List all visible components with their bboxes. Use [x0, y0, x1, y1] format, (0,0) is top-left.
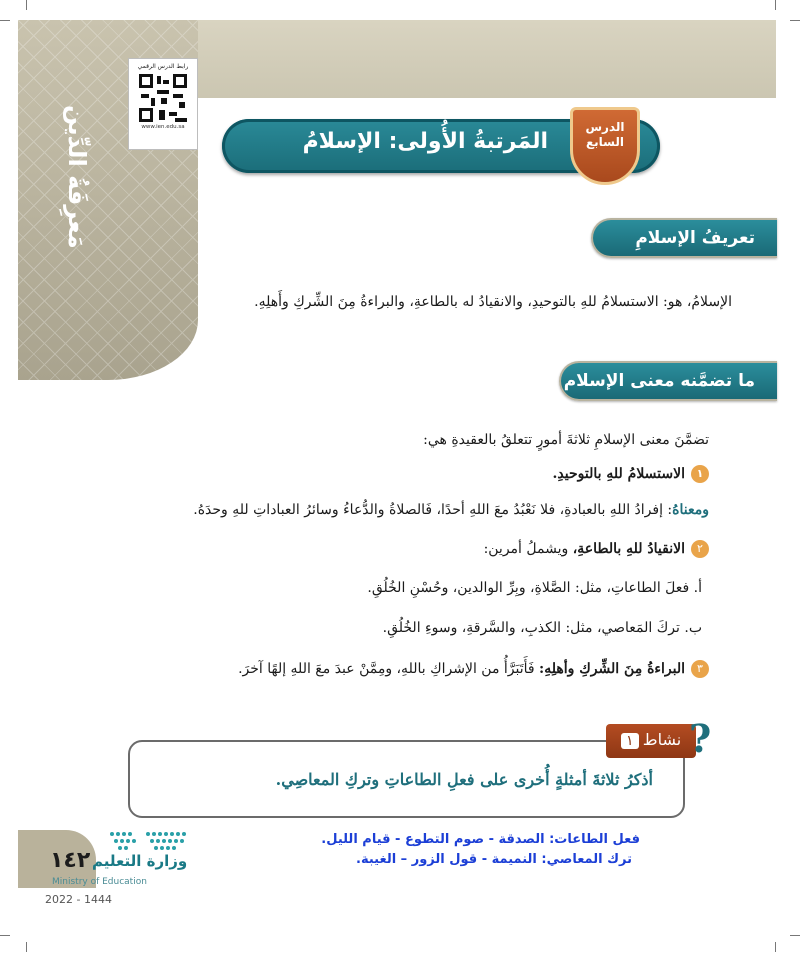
list-item-3-text: فَأَتَبَرَّأُ من الإشراكِ باللهِ، ومِمَّنْ عبدَ معَ اللهِ إلهًا آخرَ.: [238, 661, 540, 677]
unit-title: مَعرِفَةُ الدِّين: [63, 105, 91, 249]
meaning-intro: تضمَّنَ معنى الإسلامِ ثلاثةَ أمورٍ تتعلقُ بالعقيدةِ هي:: [423, 432, 709, 448]
crop-mark: [0, 20, 10, 21]
number-badge: ١: [691, 465, 709, 483]
lesson-badge-number: السابع: [585, 135, 625, 149]
meaning-text: : إفرادُ اللهِ بالعبادةِ، فلا نَعْبُدُ معَ اللهِ أحدًا، فَالصلاةُ والدُّعاءُ وسائرُ العباداتِ للهِ وحدَهُ.: [193, 502, 673, 518]
question-mark-icon: ?: [689, 716, 712, 761]
meaning-label: ومعناهُ: [672, 502, 709, 518]
answer-line-1: فعل الطاعات: الصدقة - صوم التطوع - قيام الليل.: [321, 832, 640, 847]
meaning-line: [193, 502, 709, 518]
crop-mark: [775, 942, 776, 952]
answer-line-2: ترك المعاصي: النميمة - قول الزور – الغيبة.: [356, 852, 632, 867]
ministry-logo-icon: [102, 828, 192, 850]
crop-mark: [0, 935, 10, 936]
crop-mark: [790, 20, 800, 21]
activity-tab: [606, 724, 696, 758]
qr-caption: رابط الدرس الرقمي: [137, 63, 189, 70]
lesson-number-badge: [570, 107, 640, 185]
crop-mark: [26, 942, 27, 952]
page-number: ١٤٢: [50, 848, 91, 873]
number-badge: ٣: [691, 660, 709, 678]
list-item-3-bold: البراءةُ مِنَ الشِّركِ وأهلِهِ:: [539, 661, 685, 677]
list-item-3: [238, 660, 709, 678]
activity-label: نشاط: [642, 730, 682, 749]
section-heading-definition: تعريفُ الإسلامِ: [591, 218, 777, 258]
edition-year: 2022 - 1444: [45, 893, 112, 906]
crop-mark: [26, 0, 27, 10]
qr-block[interactable]: [128, 58, 198, 150]
qr-code-icon: [139, 74, 187, 122]
list-item-1-text: الاستسلامُ للهِ بالتوحيدِ.: [552, 466, 685, 482]
lesson-title-banner: [222, 119, 660, 173]
ministry-name-arabic: وزارة التعليم: [92, 852, 188, 870]
activity-box: [128, 740, 685, 818]
list-item-2: [484, 540, 709, 558]
list-item-2-text: ويشملُ أمرين:: [483, 541, 573, 557]
qr-url[interactable]: www.ien.edu.sa: [141, 124, 185, 130]
lesson-title: المَرتبةُ الأُولى: الإسلامُ: [302, 129, 548, 154]
lesson-badge-label: الدرس: [585, 120, 625, 134]
sub-item-b: ب. تركَ المَعاصي، مثل: الكذبِ، والسَّرقةِ، وسوءِ الخُلُقِ.: [382, 620, 702, 636]
crop-mark: [790, 935, 800, 936]
sub-item-a: أ. فعلَ الطاعاتِ، مثل: الصَّلاةِ، وبِرِّ الوالدين، وحُسْنِ الخُلُقِ.: [367, 580, 702, 596]
number-badge: ٢: [691, 540, 709, 558]
ministry-name-english: Ministry of Education: [52, 877, 147, 887]
list-item-2-bold: الانقيادُ للهِ بالطاعةِ،: [572, 541, 685, 557]
activity-number: ١: [621, 733, 639, 749]
crop-mark: [775, 0, 776, 10]
section-heading-meaning: ما تضمَّنه معنى الإسلام: [559, 361, 777, 401]
list-item-1: [553, 465, 709, 483]
activity-prompt: أذكرُ ثلاثةَ أمثلةٍ أُخرى على فعلِ الطاعاتِ وتركِ المعاصِي.: [275, 770, 653, 789]
definition-text: الإسلامُ، هو: الاستسلامُ للهِ بالتوحيدِ، والانقيادُ له بالطاعةِ، والبراءةُ مِنَ الشِّركِ وأَهلِهِ.: [254, 294, 732, 310]
